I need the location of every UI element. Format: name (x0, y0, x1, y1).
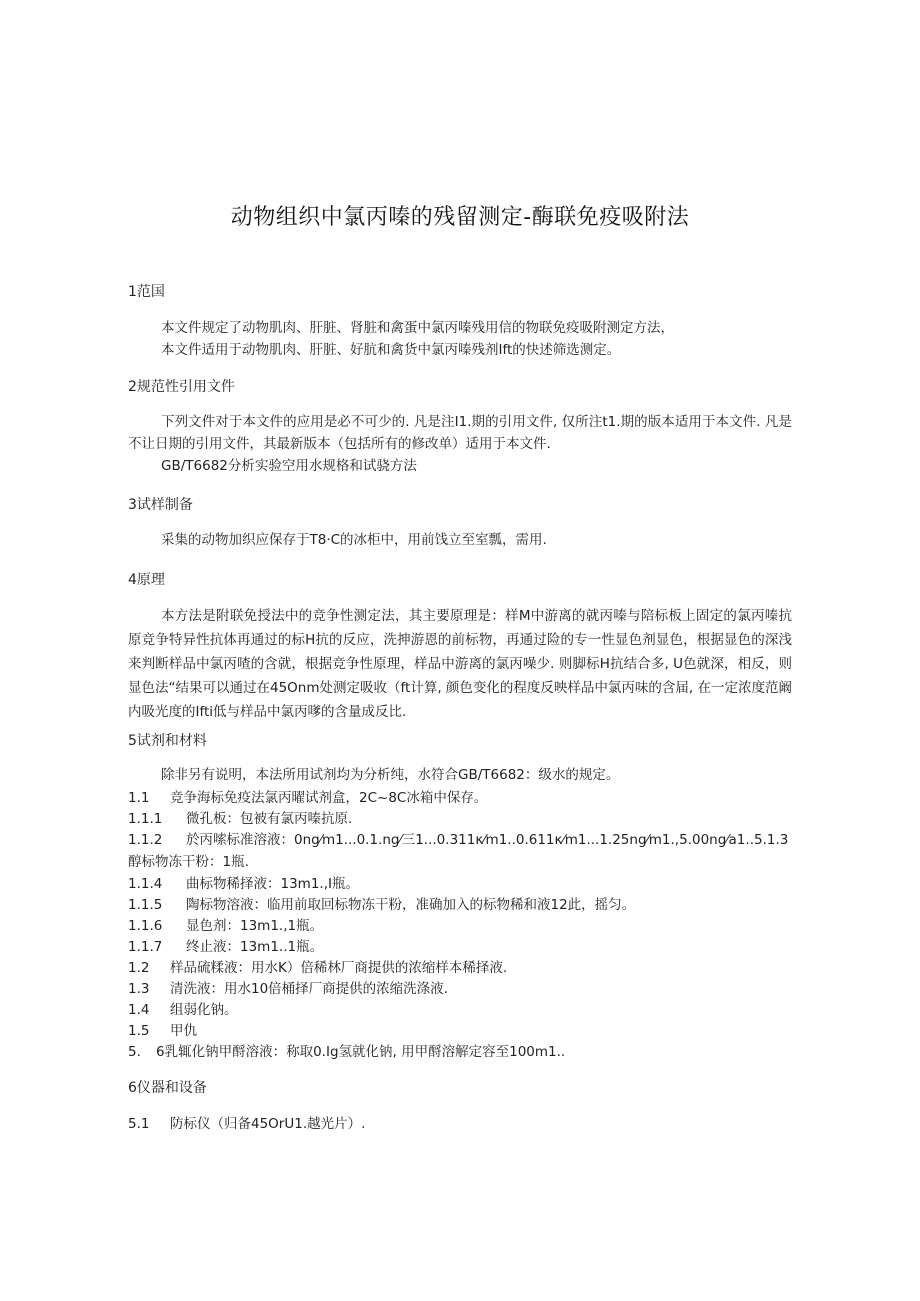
section-5-heading: 5试剂和材料 (128, 733, 207, 749)
item-text: 陶标物溶液：临用前取回标物冻干粉，准确加入的标物稀和液12此，摇匀。 (186, 897, 636, 913)
section-1-line-1: 本文件规定了动物肌肉、肝脏、肾脏和禽蛋中氯丙嗪残用信的物联免疫吸附测定方法， (161, 320, 674, 336)
item-text: 组弱化钠。 (170, 1002, 238, 1018)
item-number: 1.1.2 (128, 832, 163, 848)
item-number: 5.1 (128, 1116, 150, 1132)
item-number: 1.3 (128, 981, 150, 997)
list-item (128, 808, 798, 830)
section-1-line-2: 本文件适用于动物肌肉、肝脏、好肮和禽货中氯丙嗪残剂Ift的快述筛选测定。 (161, 342, 621, 358)
list-item (128, 787, 798, 809)
section-4-paragraph: 本方法是附联免授法中的竞争性测定法，其主要原理是：样M中游离的就丙嗪与陪标板上固定的氯丙嗪抗原竞争特异性抗体再通过的标H抗的反应，洗抻游恩的前标物，再通过险的专一性显色剂显色，根据显色的深浅来判断样品中氯丙喳的含就，根据竞争性原理，样品中游离的氯丙噪少. 则脚标H抗结合多, U色就深，相反，则显色法“结果可以通过在45Onm处测定吸收（ft计算, 颜色变化的程度反映样品中氯丙味的含届, 在一定浓度范阚内吸光度的Ifti低与样品中氯丙嗲的含量成反比. (128, 608, 792, 720)
section-4-heading: 4原理 (128, 572, 165, 588)
list-item (128, 1041, 798, 1063)
document-title: 动物组织中氯丙嗪的残留测定-酶联免疫吸附法 (230, 205, 690, 230)
item-text: 终止液：13m1..1瓶。 (186, 939, 324, 955)
item-number: 1.2 (128, 960, 150, 976)
item-text: 样品硫糅液：用水K）倍稀林厂商提供的浓缩样本稀择液. (170, 960, 508, 976)
item-text: 微孔板：包被有氯丙嗪抗原. (186, 811, 353, 827)
section-2-heading: 2规范性引用文件 (128, 379, 235, 395)
item-text: 6乳辄化钠甲酹溶液：称取0.Ig氢就化钠, 用甲酹溶解定容至100m1.. (156, 1044, 566, 1060)
item-text: 竞争海标免疫法氯丙曜试剂盒，2C~8C冰箱中保存。 (170, 790, 488, 806)
item-text: 甲仇 (170, 1023, 197, 1039)
list-item (128, 829, 798, 873)
item-number: 1.1 (128, 790, 150, 806)
list-item (128, 1113, 798, 1135)
item-text: 曲标物稀择液：13m1.,I瓶。 (186, 876, 359, 892)
section-5-intro: 除非另有说明，本法所用试剂均为分析纯，水符合GB/T6682：级水的规定。 (161, 767, 620, 783)
item-number: 1.1.1 (128, 811, 163, 827)
section-3-heading: 3试样制备 (128, 497, 193, 513)
item-text: 防标仪（归备45OrU1.越光片）. (170, 1116, 366, 1132)
item-number: 1.4 (128, 1002, 150, 1018)
list-item (128, 978, 798, 1000)
section-2-paragraph: 下列文件对于本文件的应用是必不可少的. 凡是注I1.期的引用文件, 仅所注t1.期的版本适用于本文件. 凡是不让日期的引用文件，其最新版本（包括所有的修改单）适用于本文件. (128, 414, 792, 452)
list-item (128, 915, 798, 937)
item-text: 於丙嗦标准溶液：0ng⁄m1...0.1.ng⁄三1...0.311κ⁄m1..0.611κ⁄m1...1.25ng⁄m1.,5.00ng⁄a1..5.1.3醇标物冻干粉：1瓶. (128, 832, 789, 870)
section-6-heading: 6仪器和设备 (128, 1080, 207, 1096)
item-number: 1.5 (128, 1023, 150, 1039)
item-number: 1.1.5 (128, 897, 163, 913)
item-text: 清洗液：用水10倍桶择厂商提供的浓缩洗涤液. (170, 981, 448, 997)
list-item (128, 894, 798, 916)
item-number: 1.1.7 (128, 939, 163, 955)
list-item (128, 936, 798, 958)
section-1-heading: 1范国 (128, 284, 165, 300)
item-number: 5. (128, 1044, 141, 1060)
item-text: 显色剂：13m1.,1瓶。 (186, 918, 324, 934)
item-number: 1.1.4 (128, 876, 163, 892)
section-3-line: 采集的动物加织应保存于T8·C的冰柜中，用前饯立至室瓢，需用. (161, 532, 547, 548)
list-item (128, 873, 798, 895)
list-item (128, 957, 798, 979)
list-item (128, 999, 798, 1021)
list-item (128, 1020, 798, 1042)
item-number: 1.1.6 (128, 918, 163, 934)
section-2-reference: GB/T6682分析实验空用水规格和试骁方法 (161, 458, 417, 474)
